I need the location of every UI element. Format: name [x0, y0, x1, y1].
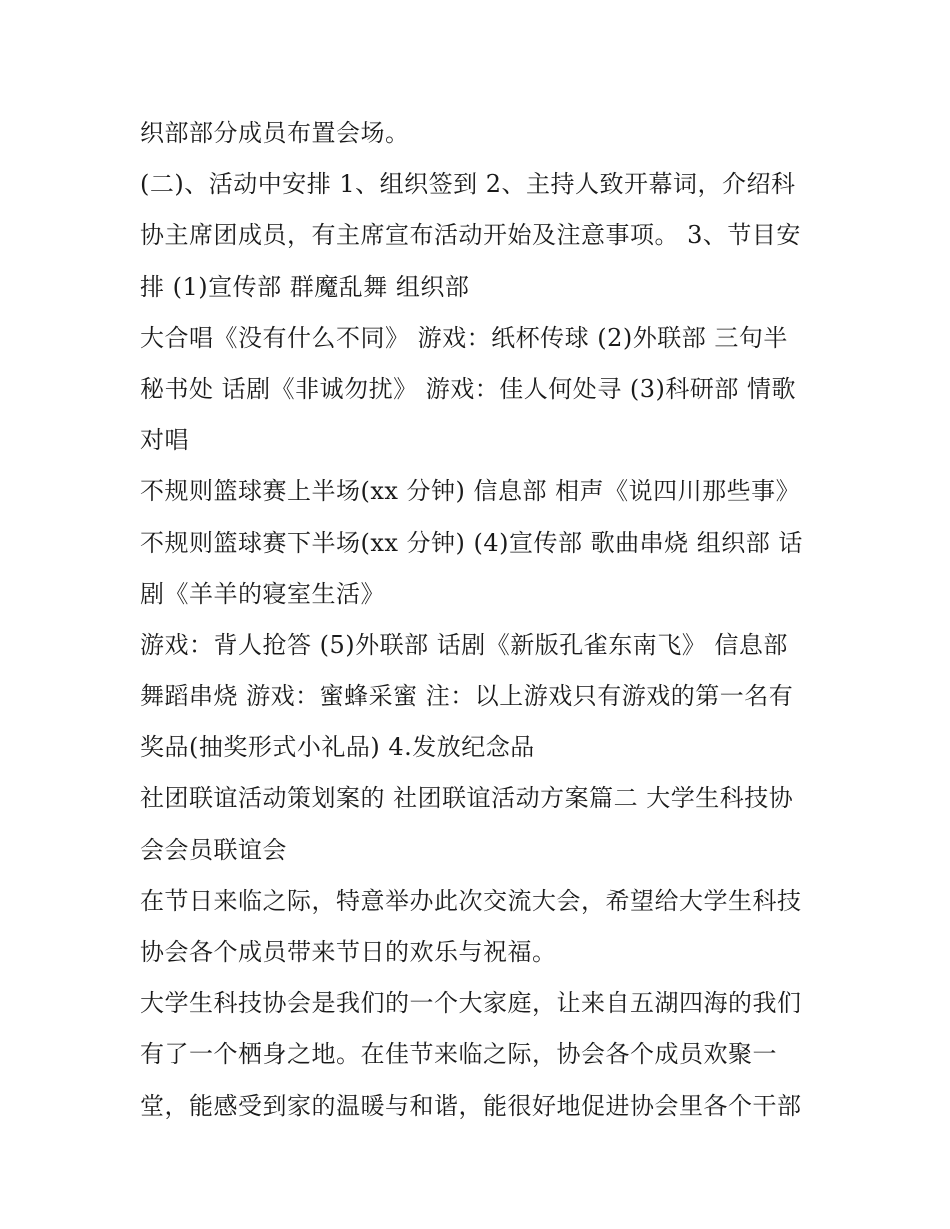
text-line: (二)、活动中安排 1、组织签到 2、主持人致开幕词，介绍科: [140, 170, 796, 199]
text-line: 社团联谊活动策划案的 社团联谊活动方案篇二 大学生科技协: [140, 784, 794, 813]
document-body: [140, 108, 840, 1132]
text-line: 游戏：背人抢答 (5)外联部 话剧《新版孔雀东南飞》 信息部: [140, 630, 788, 659]
text-line: 排 (1)宣传部 群魔乱舞 组织部: [140, 272, 470, 301]
text-line: 大合唱《没有什么不同》 游戏：纸杯传球 (2)外联部 三句半: [140, 323, 788, 352]
text-line: 协会各个成员带来节日的欢乐与祝福。: [140, 938, 557, 966]
text-line: 大学生科技协会是我们的一个大家庭，让来自五湖四海的我们: [140, 989, 802, 1018]
text-line: 协主席团成员，有主席宣布活动开始及注意事项。 3、节目安: [140, 221, 801, 250]
text-line: 对唱: [140, 426, 189, 455]
text-line: 在节日来临之际，特意举办此次交流大会，希望给大学生科技: [140, 886, 802, 915]
text-line: 织部部分成员布置会场。: [140, 119, 410, 147]
text-line: 不规则篮球赛上半场(xx 分钟) 信息部 相声《说四川那些事》: [140, 477, 801, 506]
text-line: 会会员联谊会: [140, 835, 287, 864]
text-line: 剧《羊羊的寝室生活》: [140, 579, 385, 608]
text-line: 不规则篮球赛下半场(xx 分钟) (4)宣传部 歌曲串烧 组织部 话: [140, 528, 803, 557]
text-line: 奖品(抽奖形式小礼品) 4.发放纪念品: [140, 733, 535, 762]
text-line: 舞蹈串烧 游戏：蜜蜂采蜜 注：以上游戏只有游戏的第一名有: [140, 682, 794, 711]
text-line: 有了一个栖身之地。在佳节来临之际，协会各个成员欢聚一: [140, 1040, 777, 1069]
text-line: 秘书处 话剧《非诚勿扰》 游戏：佳人何处寻 (3)科研部 情歌: [140, 374, 797, 403]
text-line: 堂，能感受到家的温暖与和谐，能很好地促进协会里各个干部: [140, 1091, 802, 1120]
